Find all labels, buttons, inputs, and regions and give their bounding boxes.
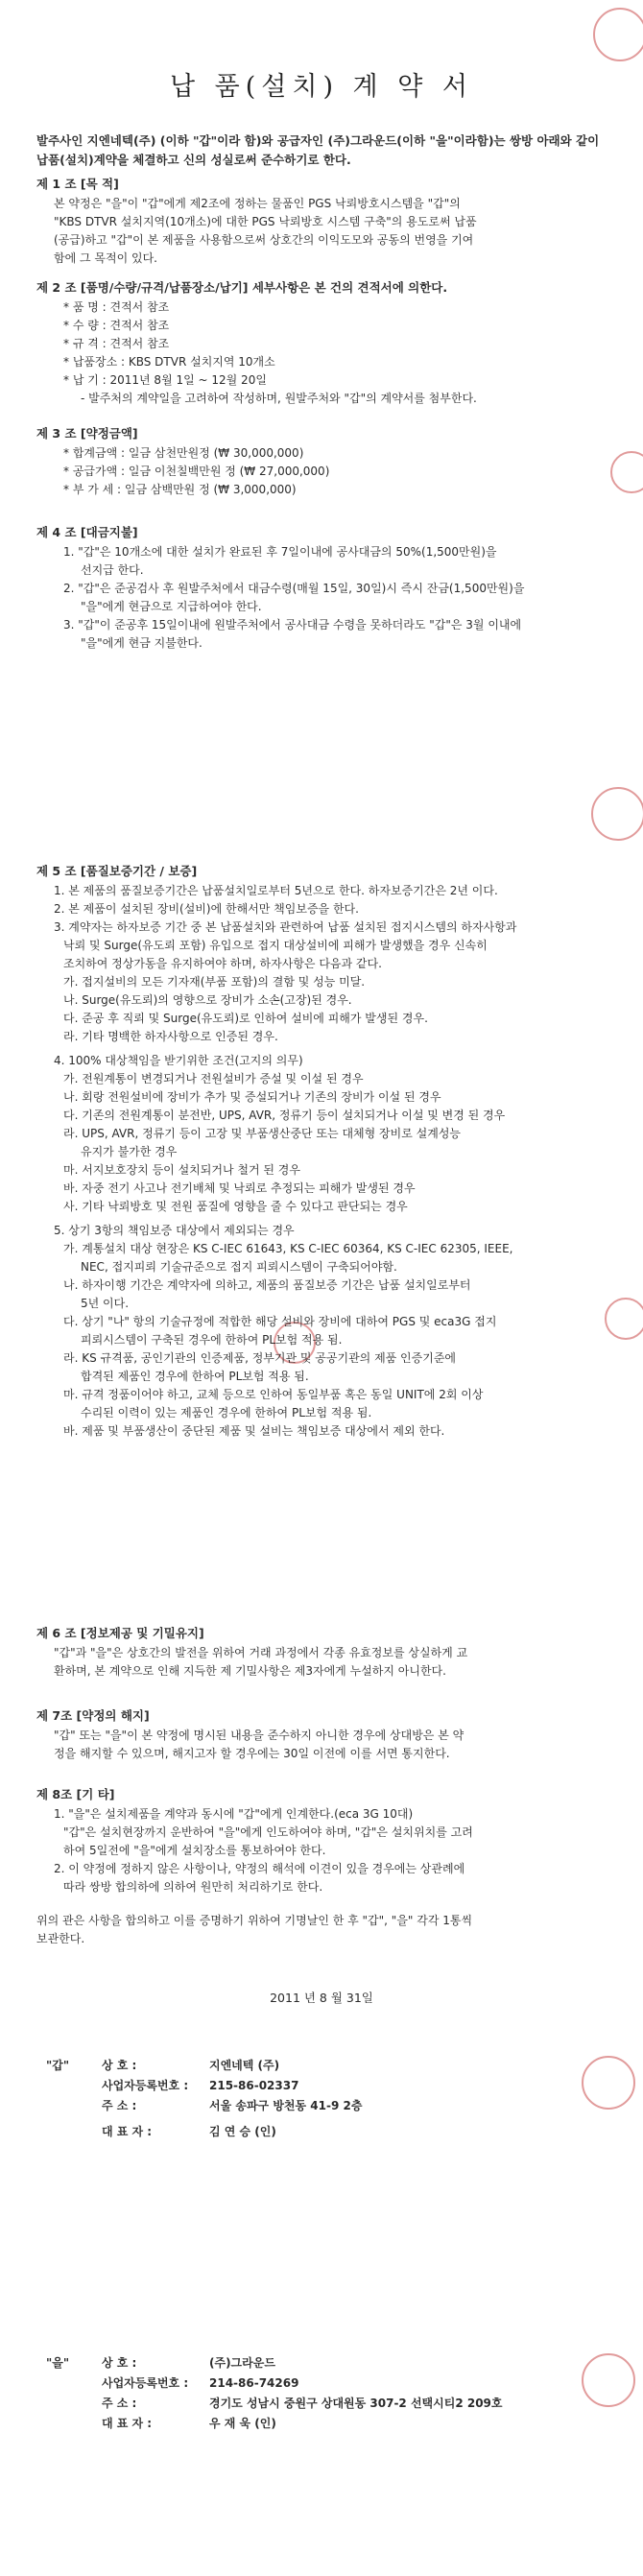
- article-line: 따라 쌍방 합의하에 의하여 원만히 처리하기로 한다.: [63, 1880, 323, 1894]
- article-line: * 합계금액 : 일금 삼천만원정 (₩ 30,000,000): [63, 446, 304, 460]
- party-tag: "갑": [46, 2059, 70, 2072]
- contract-date: 2011 년 8 월 31일: [270, 1991, 373, 2005]
- article-line: 합격된 제품인 경우에 한하여 PL보험 적용 됨.: [81, 1370, 309, 1383]
- article-line: 사. 기타 낙뢰방호 및 전원 품질에 영향을 줄 수 있다고 판단되는 경우: [63, 1200, 408, 1213]
- article-line: * 수 량 : 견적서 참조: [63, 319, 170, 332]
- article-6: [36, 1624, 622, 1681]
- article-line: 다. 준공 후 직뢰 및 Surge(유도뢰)로 인하여 설비에 피해가 발생된 경우.: [63, 1012, 428, 1025]
- field-label: 상 호 :: [102, 2059, 137, 2072]
- article-4: [36, 523, 622, 653]
- article-line: - 발주처의 계약일을 고려하여 작성하며, 원발주처와 "갑"의 계약서를 첨부한다.: [81, 392, 477, 405]
- party-b-block: [46, 2353, 583, 2434]
- closing-line: 보관한다.: [36, 1932, 85, 1945]
- article-line: "갑" 또는 "을"이 본 약정에 명시된 내용을 준수하지 아니한 경우에 상대방은 본 약: [54, 1729, 464, 1742]
- article-line: 1. "을"은 설치제품을 계약과 동시에 "갑"에게 인계한다.(eca 3G 10대): [54, 1807, 414, 1821]
- article-2: [36, 278, 622, 408]
- article-line: 다. 상기 "나" 항의 기술규정에 적합한 해당 설비와 장비에 대하여 PGS 및 eca3G 접지: [63, 1315, 497, 1328]
- article-line: "을"에게 현금 지불한다.: [81, 636, 202, 650]
- article-heading: 제 6 조 [정보제공 및 기밀유지]: [36, 1626, 204, 1640]
- field-label: 사업자등록번호 :: [102, 2376, 189, 2390]
- seal-stamp: [582, 2056, 635, 2110]
- article-line: 가. 접지설비의 모든 기자재(부품 포함)의 결함 및 성능 미달.: [63, 975, 366, 989]
- article-line: 바. 자중 전기 사고나 전기배체 및 낙뢰로 추정되는 피해가 발생된 경우: [63, 1181, 416, 1195]
- closing-paragraph: [36, 1912, 622, 1948]
- article-line: 수리된 이력이 있는 제품인 경우에 한하여 PL보험 적용 됨.: [81, 1406, 372, 1419]
- field-value: 경기도 성남시 중원구 상대원동 307-2 선택시티2 209호: [209, 2397, 503, 2410]
- field-value: 우 재 욱 (인): [209, 2417, 276, 2430]
- article-line: "갑"과 "을"은 상호간의 발전을 위하여 거래 과정에서 각종 유효정보를 상실하게 교: [54, 1646, 468, 1659]
- article-line: 3. 계약자는 하자보증 기간 중 본 납품설치와 관련하여 납품 설치된 접지시스템의 하자사항과: [54, 920, 517, 934]
- contract-page-2: [0, 779, 643, 2576]
- article-line: 2. "갑"은 준공검사 후 원발주처에서 대금수령(매월 15일, 30일)시 즉시 잔금(1,500만원)을: [63, 582, 525, 595]
- document-title: 납 품(설치) 계 약 서: [170, 72, 473, 102]
- article-line: 라. UPS, AVR, 정류기 등이 고장 및 부품생산중단 또는 대체형 장비로 설계성능: [63, 1127, 462, 1140]
- article-line: 1. 본 제품의 품질보증기간은 납품설치일로부터 5년으로 한다. 하자보증기간은 2년 이다.: [54, 884, 498, 897]
- article-line: 2. 이 약정에 정하지 않은 사항이나, 약정의 해석에 이견이 있을 경우에는 상관례에: [54, 1862, 465, 1875]
- article-heading: 제 7조 [약정의 해지]: [36, 1708, 150, 1723]
- article-line: 선지급 한다.: [81, 563, 144, 577]
- article-line: "을"에게 현금으로 지급하여야 한다.: [81, 600, 262, 613]
- article-line: (공급)하고 "갑"이 본 제품을 사용함으로써 상호간의 이익도모와 공동의 번영을 기여: [54, 233, 474, 247]
- field-label: 대 표 자 :: [102, 2125, 153, 2138]
- article-line: 3. "갑"이 준공후 15일이내에 원발주처에서 공사대금 수령을 못하더라도 "갑"은 3월 이내에: [63, 618, 522, 632]
- article-7: [36, 1706, 622, 1763]
- article-line: 조치하여 정상가동을 유지하여야 하며, 하자사항은 다음과 같다.: [63, 957, 382, 970]
- article-line: 5. 상기 3항의 책임보증 대상에서 제외되는 경우: [54, 1224, 295, 1237]
- article-line: "KBS DTVR 설치지역(10개소)에 대한 PGS 낙뢰방호 시스템 구축"의 용도로써 납품: [54, 215, 477, 228]
- article-heading: 제 2 조 [품명/수량/규격/납품장소/납기] 세부사항은 본 건의 견적서에 의한다.: [36, 280, 448, 295]
- intro-paragraph: 발주사인 지엔네텍(주) (이하 "갑"이라 함)와 공급자인 (주)그라운드(이하 "을"이라함)는 쌍방 아래와 같이 납품(설치)계약을 체결하고 신의 성실로써 준수하기로 한다.: [36, 132, 600, 167]
- article-line: * 부 가 세 : 일금 삼백만원 정 (₩ 3,000,000): [63, 483, 297, 496]
- seal-stamp: [591, 787, 643, 841]
- field-value: 서울 송파구 방천동 41-9 2층: [209, 2099, 363, 2112]
- article-line: 정을 해지할 수 있으며, 해지고자 할 경우에는 30일 이전에 이를 서면 통지한다.: [54, 1747, 450, 1760]
- article-line: * 규 격 : 견적서 참조: [63, 337, 170, 350]
- party-tag: "을": [46, 2356, 70, 2370]
- article-5: [36, 862, 622, 1441]
- article-line: 낙뢰 및 Surge(유도뢰 포함) 유입으로 접지 대상설비에 피해가 발생했을 경우 신속히: [63, 939, 488, 952]
- field-value: 김 연 승 (인): [209, 2125, 276, 2138]
- closing-line: 위의 관은 사항을 합의하고 이를 증명하기 위하여 기명날인 한 후 "갑", "을" 각각 1통씩: [36, 1914, 473, 1927]
- article-line: NEC, 접지피뢰 기술규준으로 접지 피뢰시스템이 구축되어야함.: [81, 1260, 397, 1274]
- article-heading: 제 5 조 [품질보증기간 / 보증]: [36, 864, 198, 878]
- article-8: [36, 1785, 622, 1896]
- field-label: 사업자등록번호 :: [102, 2079, 189, 2092]
- article-line: * 납 기 : 2011년 8월 1일 ~ 12월 20일: [63, 373, 267, 387]
- field-value: 215-86-02337: [209, 2079, 299, 2092]
- seal-stamp: [593, 8, 643, 61]
- party-a-block: [46, 2056, 583, 2142]
- field-value: (주)그라운드: [209, 2356, 275, 2370]
- article-line: 본 약정은 "을"이 "갑"에게 제2조에 정하는 물품인 PGS 낙뢰방호시스템을 "갑"의: [54, 197, 461, 210]
- field-label: 주 소 :: [102, 2397, 137, 2410]
- field-value: 214-86-74269: [209, 2376, 299, 2390]
- field-label: 대 표 자 :: [102, 2417, 153, 2430]
- article-line: 마. 서지보호장치 등이 설치되거나 철거 된 경우: [63, 1163, 300, 1177]
- article-3: [36, 424, 622, 499]
- article-line: 하여 5일전에 "을"에게 설치장소를 통보하여야 한다.: [63, 1844, 326, 1857]
- field-value: 지엔네텍 (주): [209, 2059, 280, 2072]
- article-line: * 납품장소 : KBS DTVR 설치지역 10개소: [63, 355, 275, 369]
- article-line: 나. 하자이행 기간은 계약자에 의하고, 제품의 품질보증 기간은 납품 설치일로부터: [63, 1278, 471, 1292]
- article-heading: 제 3 조 [약정금액]: [36, 426, 138, 441]
- article-line: 유지가 불가한 경우: [81, 1145, 178, 1158]
- article-line: 마. 규격 정품이어야 하고, 교체 등으로 인하여 동일부품 혹은 동일 UNIT에 2회 이상: [63, 1388, 484, 1401]
- article-line: 2. 본 제품이 설치된 장비(설비)에 한해서만 책임보증을 한다.: [54, 902, 359, 916]
- article-line: 5년 이다.: [81, 1297, 130, 1310]
- article-line: * 품 명 : 견적서 참조: [63, 300, 170, 314]
- article-line: 가. 전원계통이 변경되거나 전원설비가 증설 및 이설 된 경우: [63, 1072, 364, 1085]
- article-line: "갑"은 설치현장까지 운반하여 "을"에게 인도하여야 하며, "갑"은 설치위치를 고려: [63, 1825, 473, 1839]
- article-line: 환하며, 본 계약으로 인해 지득한 제 기밀사항은 제3자에게 누설하지 아니한다.: [54, 1664, 446, 1678]
- article-line: 라. 기타 명백한 하자사항으로 인증된 경우.: [63, 1030, 278, 1043]
- article-line: 다. 기존의 전원계통이 분전반, UPS, AVR, 정류기 등이 설치되거나 이설 및 변경 된 경우: [63, 1109, 506, 1122]
- article-heading: 제 8조 [기 타]: [36, 1787, 115, 1801]
- contract-page-1: [0, 0, 643, 779]
- article-line: * 공급가액 : 일금 이천칠백만원 정 (₩ 27,000,000): [63, 465, 330, 478]
- article-line: 1. "갑"은 10개소에 대한 설치가 완료된 후 7일이내에 공사대금의 50%(1,500만원)을: [63, 545, 497, 559]
- article-heading: 제 4 조 [대금지불]: [36, 525, 138, 539]
- field-label: 상 호 :: [102, 2356, 137, 2370]
- article-line: 가. 계통설치 대상 현장은 KS C-IEC 61643, KS C-IEC 60364, KS C-IEC 62305, IEEE,: [63, 1242, 513, 1255]
- article-1: [36, 175, 622, 268]
- seal-stamp: [582, 2353, 635, 2407]
- article-heading: 제 1 조 [목 적]: [36, 177, 119, 191]
- article-line: 함에 그 목적이 있다.: [54, 251, 157, 265]
- field-label: 주 소 :: [102, 2099, 137, 2112]
- article-line: 바. 제품 및 부품생산이 중단된 제품 및 설비는 책임보증 대상에서 제외 한다.: [63, 1424, 445, 1438]
- article-line: 라. KS 규격품, 공인기관의 인증제품, 정부기관 및 공공기관의 제품 인증기준에: [63, 1351, 457, 1365]
- article-line: 4. 100% 대상책임을 받기위한 조건(고지의 의무): [54, 1054, 303, 1067]
- article-line: 나. Surge(유도뢰)의 영향으로 장비가 소손(고장)된 경우.: [63, 993, 352, 1007]
- article-line: 나. 회랑 전원설비에 장비가 추가 및 증설되거나 기존의 장비가 이설 된 경우: [63, 1090, 441, 1104]
- article-line: 피뢰시스템이 구축된 경우에 한하여 PL보험 적용 됨.: [81, 1333, 343, 1347]
